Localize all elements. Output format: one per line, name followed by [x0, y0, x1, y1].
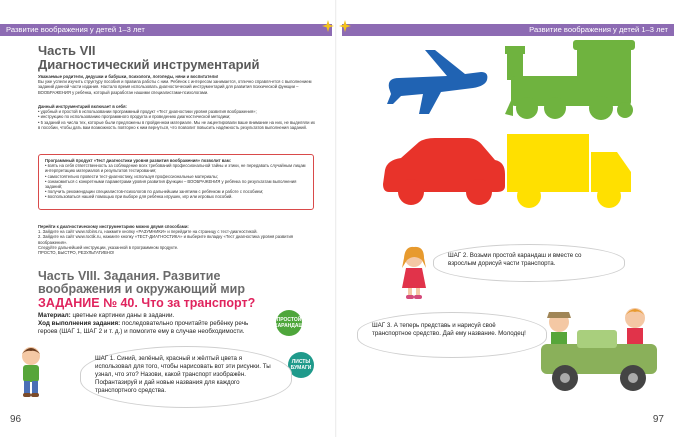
sparkle-icon: [322, 20, 334, 32]
boy-illustration: [14, 344, 48, 405]
task-title: ЗАДАНИЕ № 40. Что за транспорт?: [38, 296, 256, 310]
step2-text: ШАГ 2. Возьми простой карандаш и вместе со взрослым дорисуй части транспорта.: [448, 252, 582, 267]
part8-line1: Часть VIII. Задания. Развитие: [38, 269, 221, 283]
kit-heading: Данный инструментарий включает в себя:: [38, 104, 127, 109]
step1-text: ШАГ 1. Синий, зелёный, красный и жёлтый цвета я использовал для того, чтобы нарисовать вот эти рисунки. Ты узнал, что это? Назови, какой транспорт изображён. Пофантазируй и дай новые названия для каждого транспортного средства.: [95, 355, 271, 394]
kit-item: • 5 заданий из числа тех, которые были предложены в пройденном материале. Мы не акцентировали ваше внимание на них, не выделяли их в пособии, чтобы дать вам возможность повторно к ним вернуться, что позволит повысить надёжность результатов выполнения заданий.: [38, 119, 316, 130]
access-item: ПРОСТО, БЫСТРО, РЕЗУЛЬТАТИВНО!: [38, 250, 115, 256]
materials-text: цветные картинки даны в задании.: [70, 312, 175, 319]
product-item: • получить рекомендации специалистов-психологов по дальнейшим занятиям с ребёнком и работе с пособием;: [45, 189, 264, 195]
pencil-badge: [276, 310, 302, 336]
method-text: последовательно прочитайте ребёнку речь героев (ШАГ 1, ШАГ 2 и т. д.) и помогите ему в случае необходимости.: [38, 320, 249, 335]
truck-shape: [505, 130, 635, 212]
step3-bubble: [357, 312, 547, 358]
method-label: Ход выполнения задания:: [38, 320, 121, 327]
access-item: 2. Зайдите на сайт www.roctik.ru, нажмите кнопку «ТЕСТ-ДИАГНОСТИКА» и выберите вкладку «Тест диагностика уровня развития воображения».: [38, 234, 294, 245]
method-line: [38, 320, 263, 336]
access-item: Следуйте дальнейшей инструкции, указанной в программном продукте.: [38, 244, 179, 250]
sparkle-icon: [339, 20, 351, 32]
car-shape: [379, 134, 509, 206]
part7-line1: Часть VII: [38, 43, 96, 58]
product-item: • самостоятельно провести тест-диагностику, используя профессиональные материалы;: [45, 173, 218, 179]
intro-text: [38, 74, 318, 95]
access-item: 1. Зайдите на сайт www.robins.ru, нажмите кнопку «РАЗУМНИКИ» и перейдите на страницу с тест-диагностикой.: [38, 229, 258, 235]
step2-bubble: [433, 244, 625, 282]
intro-body: Вы уже успели изучить структуру пособия и правила работы с ним. Ребёнок с интересом занимается, отлично справля-ется с выполнением заданий данной части издания. Настало время использовать диагностический инструментарий для развития психической функции – ВООБРАЖЕНИЯ у ребёнка, который разработан нашими специалистами-психологами.: [38, 79, 312, 95]
access-section: [38, 224, 318, 255]
materials-label: Материал:: [38, 312, 71, 319]
kit-item: • удобный и простой в использовании программный продукт «Тест диагностики уровня развития воображения»;: [38, 109, 257, 115]
part7-title: [38, 44, 260, 72]
kit-section: [38, 104, 318, 130]
access-heading: Перейти к диагностическому инструментарию можно двумя способами:: [38, 224, 189, 229]
product-item: • взять на себя ответственность за соблюдение всех требований профессиональной тайны и этики, не передавать случайным лицам интерпретацию материалов и результатов тестирования;: [45, 163, 306, 174]
step1-bubble: [80, 346, 292, 408]
paper-badge-label: ЛИСТЫ БУМАГИ: [290, 359, 312, 371]
intro-lead: Уважаемые родители, дедушки и бабушки, психологи, логопеды, няни и воспитатели!: [38, 74, 219, 79]
product-item: • ознакомиться с конкретными параметрами уровня развития функции – ВООБРАЖЕНИЯ у ребёнка по результатам выполнения заданий;: [45, 178, 297, 190]
jeep-with-kids-illustration: [537, 300, 661, 399]
part8-title: [38, 270, 245, 296]
product-heading: Программный продукт «Тест диагностики уровня развития воображения» позволит вам:: [45, 158, 232, 163]
girl-illustration: [397, 246, 431, 305]
page-number-left: 96: [10, 414, 22, 425]
product-item: • воспользоваться нашей помощью при выборе для ребёнка игрушек, игр или игровых пособий.: [45, 194, 233, 200]
step3-text: ШАГ 3. А теперь представь и нарисуй своё транспортное средство. Дай ему название. Молодец!: [372, 322, 526, 337]
kit-item: • инструкцию по использованию программного продукта и проведению диагностической методики;: [38, 114, 231, 120]
left-header-bar: Развитие воображения у детей 1–3 лет: [0, 24, 332, 36]
right-header-bar: Развитие воображения у детей 1–3 лет: [342, 24, 674, 36]
product-box: [38, 154, 314, 210]
airplane-shape: [381, 42, 491, 118]
train-shape: [505, 36, 635, 122]
part8-line2: воображения и окружающий мир: [38, 282, 245, 296]
right-page: [337, 0, 674, 437]
page-number-right: 97: [652, 414, 664, 425]
materials-line: [38, 312, 268, 320]
pencil-badge-label: ПРОСТОЙ КАРАНДАШ: [274, 317, 304, 329]
part7-line2: Диагностический инструментарий: [38, 57, 260, 72]
